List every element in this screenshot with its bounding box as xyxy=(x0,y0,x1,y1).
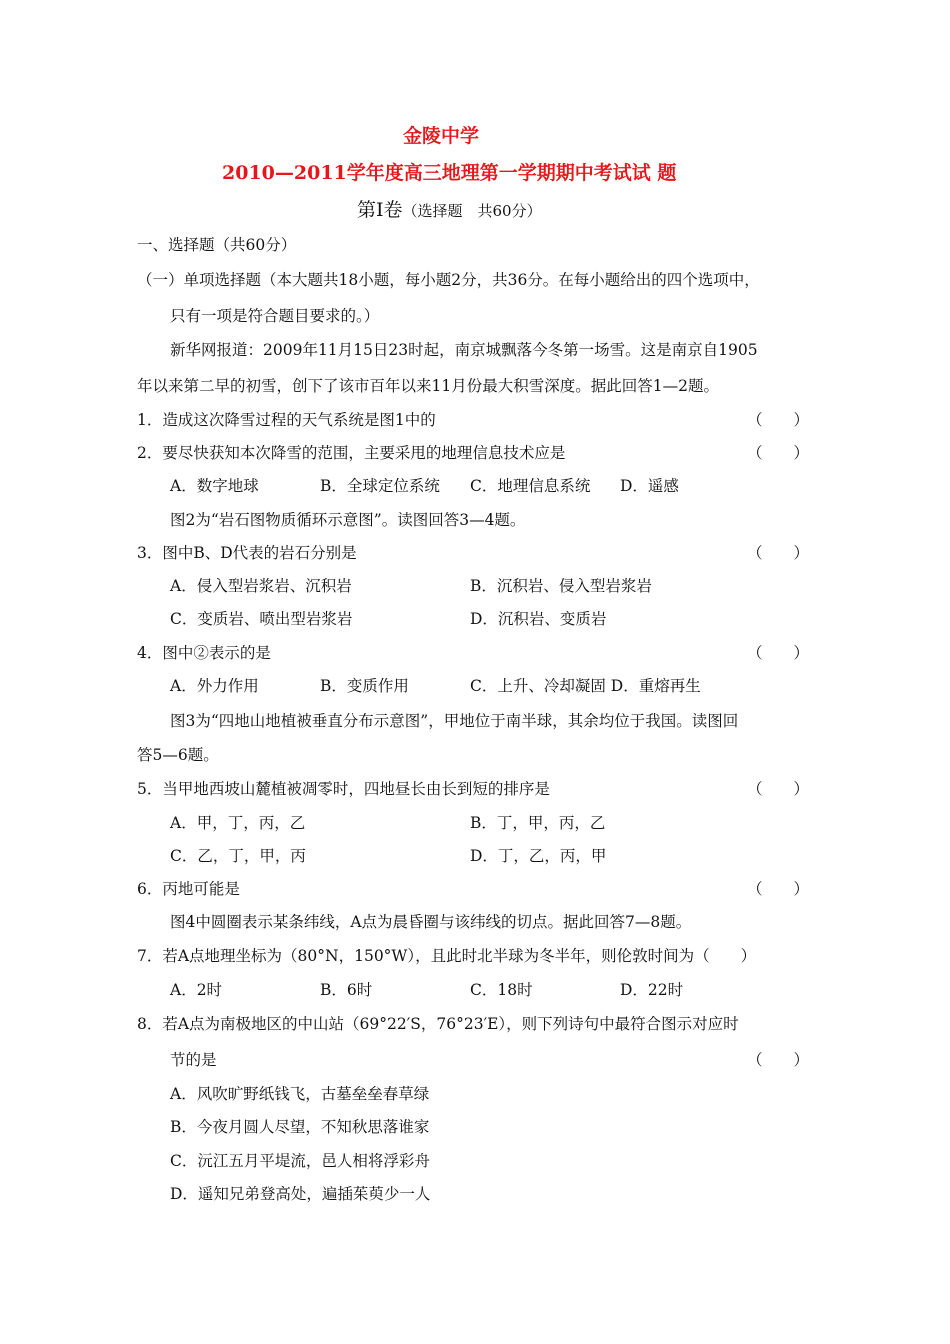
q7-option-b: B．6时 xyxy=(320,981,373,999)
q3-option-c: C．变质岩、喷出型岩浆岩 xyxy=(170,610,353,628)
q3-option-d: D．沉积岩、变质岩 xyxy=(470,610,607,628)
answer-bracket-q1: （ ） xyxy=(747,411,810,429)
school-name: 金陵中学 xyxy=(403,125,480,147)
q8-option-a: A．风吹旷野纸钱飞，古墓垒垒春草绿 xyxy=(170,1085,430,1103)
question-2: 2．要尽快获知本次降雪的范围，主要采甩的地理信息技术应是 xyxy=(137,444,566,462)
exam-title: 2010—2011学年度高三地理第一学期期中考试试 题 xyxy=(222,162,677,184)
passage-3-line2: 答5—6题。 xyxy=(137,746,219,764)
question-8-line1: 8．若A点为南极地区的中山站（69°22′S，76°23′E），则下列诗句中最符合图示对应时 xyxy=(137,1015,739,1033)
q7-option-c: C．18时 xyxy=(470,981,533,999)
answer-bracket-q5: （ ） xyxy=(747,780,810,798)
volume-heading xyxy=(357,200,542,221)
question-3: 3．图中B、D代表的岩石分别是 xyxy=(137,544,357,562)
question-7: 7．若A点地理坐标为（80°N，150°W），且此时北半球为冬半年，则伦敦时间为（ ） xyxy=(137,947,757,965)
question-4: 4．图中②表示的是 xyxy=(137,644,271,662)
section-instructions-line1: （一）单项选择题（本大题共18小题，每小题2分，共36分。在每小题给出的四个选项中， xyxy=(137,271,760,289)
q3-option-a: A．侵入型岩浆岩、沉积岩 xyxy=(170,577,352,595)
question-8-line2: 节的是 xyxy=(170,1051,217,1069)
q5-option-c: C．乙，丁，甲，丙 xyxy=(170,847,306,865)
q5-option-b: B．丁，甲，丙，乙 xyxy=(470,814,606,832)
q5-option-d: D．丁，乙，丙，甲 xyxy=(470,847,607,865)
question-1: 1．造成这次降雪过程的天气系统是图1中的 xyxy=(137,411,436,429)
passage-3-line1: 图3为“四地山地植被垂直分布示意图”，甲地位于南半球，其余均位于我国。读图回 xyxy=(170,712,739,730)
q8-option-d: D．遥知兄弟登高处，遍插茱萸少一人 xyxy=(170,1185,431,1203)
q5-option-a: A．甲，丁，丙，乙 xyxy=(170,814,306,832)
section-heading: 一、选择题（共60分） xyxy=(137,236,297,254)
q3-option-b: B．沉积岩、侵入型岩浆岩 xyxy=(470,577,652,595)
q4-option-cd: C．上升、冷却凝固 D．重熔再生 xyxy=(470,677,701,695)
volume-main: 第Ⅰ卷 xyxy=(357,199,403,221)
answer-bracket-q3: （ ） xyxy=(747,544,810,562)
volume-sub: （选择题 共60分） xyxy=(402,202,542,220)
q7-option-d: D．22时 xyxy=(620,981,684,999)
answer-bracket-q4: （ ） xyxy=(747,644,810,662)
passage-2: 图2为“岩石图物质循环示意图”。读图回答3—4题。 xyxy=(170,511,526,529)
q8-option-b: B．今夜月圆人尽望，不知秋思落谁家 xyxy=(170,1118,430,1136)
q4-option-a: A．外力作用 xyxy=(170,677,259,695)
section-instructions-line2: 只有一项是符合题目要求的。） xyxy=(170,307,380,325)
q2-option-d: D．遥感 xyxy=(620,477,679,495)
q2-option-c: C．地理信息系统 xyxy=(470,477,591,495)
q2-option-a: A．数字地球 xyxy=(170,477,259,495)
passage-4: 图4中圆圈表示某条纬线，A点为晨昏圈与该纬线的切点。据此回答7—8题。 xyxy=(170,913,692,931)
question-6: 6．丙地可能是 xyxy=(137,880,240,898)
answer-bracket-q2: （ ） xyxy=(747,444,810,462)
passage-1-line2: 年以来第二早的初雪，创下了该市百年以来11月份最大积雪深度。据此回答1—2题。 xyxy=(137,377,719,395)
passage-1-line1: 新华网报道：2009年11月15日23时起，南京城飘落今冬第一场雪。这是南京自1905 xyxy=(170,341,758,359)
answer-bracket-q6: （ ） xyxy=(747,880,810,898)
q2-option-b: B．全球定位系统 xyxy=(320,477,440,495)
question-5: 5．当甲地西坡山麓植被凋零时，四地昼长由长到短的排序是 xyxy=(137,780,550,798)
answer-bracket-q8: （ ） xyxy=(747,1051,810,1069)
q7-option-a: A．2时 xyxy=(170,981,223,999)
q8-option-c: C．沅江五月平堤流，邑人相将浮彩舟 xyxy=(170,1152,430,1170)
q4-option-b: B．变质作用 xyxy=(320,677,409,695)
